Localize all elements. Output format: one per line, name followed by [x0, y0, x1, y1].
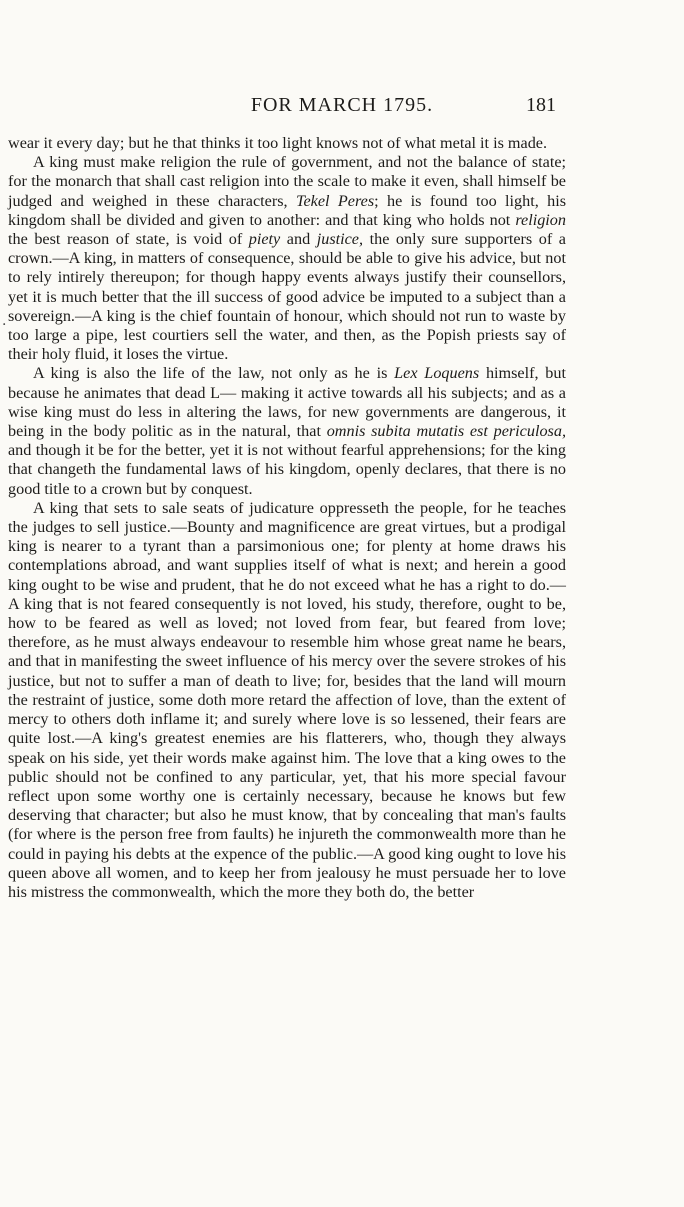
text-run: himself, but because he animates that dead L— making it active towards all his subjects; and as a wise king must do less in altering the laws, for new governments are dangerous, it being in the body politic as in the natural, that — [8, 364, 566, 441]
italic-term: Tekel Peres — [295, 191, 375, 210]
italic-term: religion — [515, 210, 566, 229]
paragraph-continuation: wear it every day; but he that thinks it too light knows not of what metal it is made. — [8, 134, 548, 152]
paragraph-law — [8, 364, 566, 498]
text-run: the best reason of state, is void of — [8, 230, 249, 249]
page-body — [8, 134, 566, 902]
italic-term: piety — [248, 230, 281, 249]
text-run: and though it be for the better, yet it is not without fearful apprehensions; for the king that changeth the fundamental laws of his kingdom, openly declares, that there is no good title to a crown but by conquest. — [8, 441, 566, 498]
running-title: FOR MARCH 1795. — [250, 94, 434, 116]
text-run: the only sure supporters of a crown.—A king, in matters of consequence, should be able to give his advice, but not to rely intirely thereupon; for though happy events always justify their counsellors, yet it is much better that the ill success of good advice be imputed to a subject than a sovereign.—A king is the chief fountain of honour, which should not run to waste by too large a pipe, lest courtiers sell the water, and then, as the Popish priests say of their holy fluid, it loses the virtue. — [8, 230, 566, 364]
italic-term: Lex Loquens — [394, 364, 480, 383]
paragraph-religion — [8, 153, 566, 364]
italic-term: omnis subita mutatis est periculosa, — [326, 422, 566, 441]
text-run: A king is also the life of the law, not only as he is — [33, 364, 395, 383]
paragraph-judicature: A king that sets to sale seats of judicature oppresseth the people, for he teaches the judges to sell justice.—Bounty and magnificence are great virtues, but a prodigal king is nearer to a tyrant than a parsimonious one; for plenty at home draws his contemplations abroad, and want supplies itself of what is next; and herein a good king ought to be wise and prudent, that he do not exceed what he has a right to do.—A king that is not feared consequently is not loved, his study, therefore, ought to be, how to be feared as well as loved; not loved from fear, but feared from love; therefore, as he must always endeavour to resemble him whose great name he bears, and that in manifesting the sweet influence of his mercy over the severe strokes of his justice, but not to suffer a man of death to live; for, besides that the land will mourn the restraint of justice, some doth more retard the affection of love, than the extent of mercy to others doth inflame it; and surely where love is so lessened, their fears are quite lost.—A king's greatest enemies are his flatterers, who, though they always speak on his side, yet their words make against him. The love that a king owes to the public should not be confined to any particular, yet, that his more special favour reflect upon some worthy one is certainly necessary, because he knows but few deserving that character; but also he must know, that by concealing that man's faults (for where is the person free from faults) he injureth the commonwealth more than he could in paying his debts at the expence of the public.—A good king ought to love his queen above all women, and to keep her from jealousy he must persuade her to love his mistress the commonwealth, which the more they both do, the better — [8, 498, 566, 901]
margin-mark: · — [2, 317, 7, 333]
text-run: ; he is found too light, his kingdom shall be divided and given to another: and that king who holds not — [8, 191, 567, 229]
page-number: 181 — [526, 94, 556, 116]
page-header — [0, 94, 684, 120]
text-run: and — [280, 230, 317, 249]
text-run: A king must make religion the rule of government, and not the balance of state; for the monarch that shall cast religion into the scale to make it even, shall himself be judged and weighed in these characters, — [8, 153, 566, 210]
italic-term: justice, — [316, 230, 364, 249]
